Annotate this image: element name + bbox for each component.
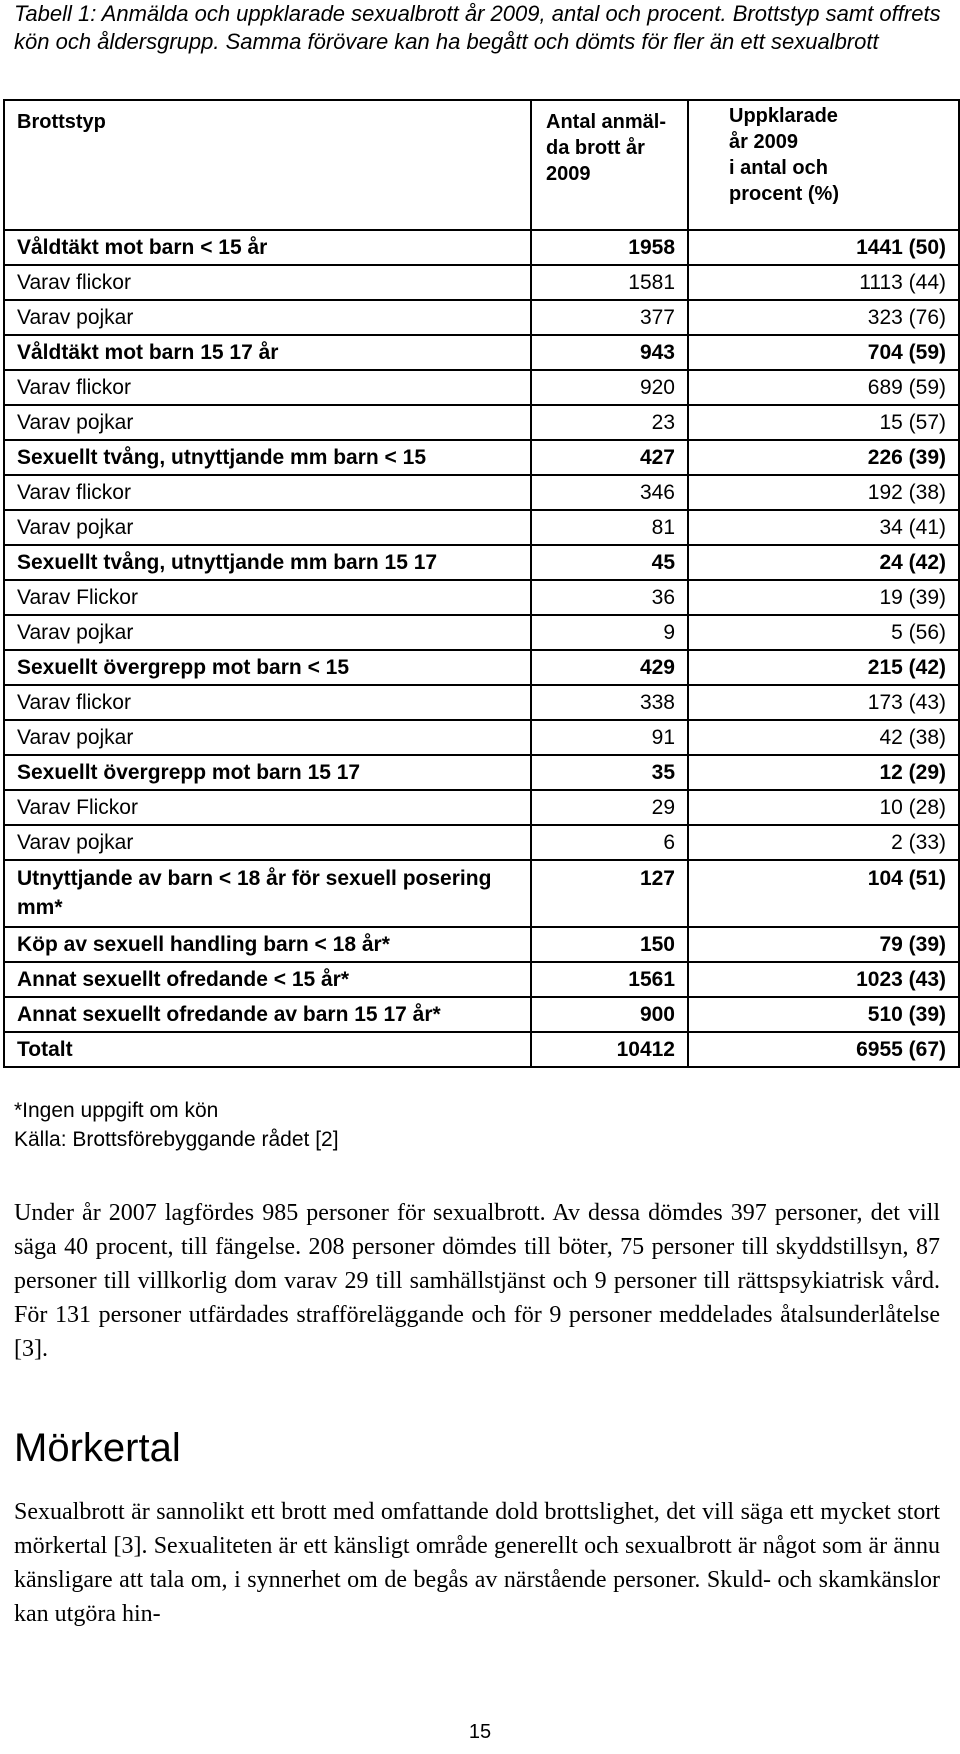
cell-crime-type: Varav Flickor <box>4 790 531 825</box>
page-number: 15 <box>468 1721 492 1743</box>
cell-cleared: 215 (42) <box>688 650 959 685</box>
cell-cleared: 15 (57) <box>688 405 959 440</box>
cell-crime-type: Sexuellt övergrepp mot barn 15 17 <box>4 755 531 790</box>
cell-crime-type: Annat sexuellt ofredande < 15 år* <box>4 962 531 997</box>
table-row <box>4 405 959 440</box>
cell-reported: 23 <box>531 405 688 440</box>
table-row <box>4 962 959 997</box>
table-row <box>4 475 959 510</box>
cell-reported: 45 <box>531 545 688 580</box>
cell-cleared: 10 (28) <box>688 790 959 825</box>
cell-crime-type: Varav pojkar <box>4 405 531 440</box>
header-crime-type: Brottstyp <box>4 100 531 230</box>
table-row <box>4 755 959 790</box>
footnote: *Ingen uppgift om kön <box>14 1099 219 1122</box>
cell-cleared: 42 (38) <box>688 720 959 755</box>
cell-reported: 91 <box>531 720 688 755</box>
cell-cleared: 689 (59) <box>688 370 959 405</box>
table-row <box>4 510 959 545</box>
cell-crime-type: Varav Flickor <box>4 580 531 615</box>
sexual-crime-table <box>3 99 960 1068</box>
cell-crime-type: Sexuellt tvång, utnyttjande mm barn < 15 <box>4 440 531 475</box>
table-row <box>4 580 959 615</box>
header-reported: Antal anmäl- da brott år 2009 <box>531 100 688 230</box>
cell-reported: 1581 <box>531 265 688 300</box>
cell-crime-type: Varav pojkar <box>4 300 531 335</box>
cell-cleared: 1113 (44) <box>688 265 959 300</box>
cell-cleared: 104 (51) <box>688 860 959 927</box>
table-row <box>4 650 959 685</box>
cell-crime-type: Sexuellt tvång, utnyttjande mm barn 15 17 <box>4 545 531 580</box>
table-row <box>4 997 959 1032</box>
cell-reported: 427 <box>531 440 688 475</box>
cell-reported: 377 <box>531 300 688 335</box>
cell-crime-type: Våldtäkt mot barn < 15 år <box>4 230 531 265</box>
source-note: Källa: Brottsförebyggande rådet [2] <box>14 1128 339 1151</box>
cell-reported: 1561 <box>531 962 688 997</box>
cell-reported: 346 <box>531 475 688 510</box>
cell-cleared: 6955 (67) <box>688 1032 959 1067</box>
cell-cleared: 2 (33) <box>688 825 959 860</box>
section-heading: Mörkertal <box>14 1426 181 1470</box>
cell-reported: 150 <box>531 927 688 962</box>
header-cleared: Uppklarade år 2009 i antal och procent (%) <box>688 100 959 230</box>
table-row <box>4 860 959 927</box>
cell-crime-type: Varav flickor <box>4 685 531 720</box>
cell-reported: 6 <box>531 825 688 860</box>
cell-crime-type: Utnyttjande av barn < 18 år för sexuell posering mm* <box>4 860 531 927</box>
cell-reported: 900 <box>531 997 688 1032</box>
table-row <box>4 230 959 265</box>
cell-cleared: 510 (39) <box>688 997 959 1032</box>
cell-cleared: 226 (39) <box>688 440 959 475</box>
body-paragraph-1: Under år 2007 lagfördes 985 personer för sexualbrott. Av dessa dömdes 397 personer, det vill säga 40 procent, till fängelse. 208 personer dömdes till böter, 75 personer till skyddstillsyn, 87 personer till villkorlig dom varav 29 till samhällstjänst och 9 personer till rättspsykiatrisk vård. För 131 personer utfärdades strafföreläggande och för 9 personer meddelades åtalsunderlåtelse [3]. <box>14 1200 940 1362</box>
table-row <box>4 1032 959 1067</box>
cell-reported: 429 <box>531 650 688 685</box>
cell-reported: 29 <box>531 790 688 825</box>
cell-cleared: 173 (43) <box>688 685 959 720</box>
cell-reported: 920 <box>531 370 688 405</box>
table-body <box>4 230 959 1067</box>
cell-crime-type: Våldtäkt mot barn 15 17 år <box>4 335 531 370</box>
cell-reported: 9 <box>531 615 688 650</box>
table-row <box>4 370 959 405</box>
table-row <box>4 300 959 335</box>
cell-cleared: 1441 (50) <box>688 230 959 265</box>
cell-crime-type: Varav pojkar <box>4 825 531 860</box>
body-paragraph-2: Sexualbrott är sannolikt ett brott med omfattande dold brottslighet, det vill säga ett mycket stort mörkertal [3]. Sexualiteten är ett känsligt område generellt och sexualbrott är något som är ännu känsligare att tala om, i synnerhet om de begås av närstående personer. Skuld- och skamkänslor kan utgöra hin- <box>14 1499 940 1627</box>
cell-reported: 1958 <box>531 230 688 265</box>
table-row <box>4 790 959 825</box>
cell-reported: 36 <box>531 580 688 615</box>
table-row <box>4 927 959 962</box>
cell-reported: 81 <box>531 510 688 545</box>
cell-reported: 338 <box>531 685 688 720</box>
cell-cleared: 5 (56) <box>688 615 959 650</box>
table-row <box>4 335 959 370</box>
table-row <box>4 545 959 580</box>
cell-cleared: 323 (76) <box>688 300 959 335</box>
cell-cleared: 12 (29) <box>688 755 959 790</box>
cell-crime-type: Sexuellt övergrepp mot barn < 15 <box>4 650 531 685</box>
cell-crime-type: Varav flickor <box>4 370 531 405</box>
cell-cleared: 24 (42) <box>688 545 959 580</box>
table-row <box>4 615 959 650</box>
cell-reported: 35 <box>531 755 688 790</box>
cell-cleared: 79 (39) <box>688 927 959 962</box>
cell-crime-type: Varav flickor <box>4 475 531 510</box>
cell-cleared: 704 (59) <box>688 335 959 370</box>
cell-crime-type: Totalt <box>4 1032 531 1067</box>
cell-cleared: 192 (38) <box>688 475 959 510</box>
cell-cleared: 1023 (43) <box>688 962 959 997</box>
table-row <box>4 440 959 475</box>
table-row <box>4 720 959 755</box>
cell-reported: 10412 <box>531 1032 688 1067</box>
cell-crime-type: Annat sexuellt ofredande av barn 15 17 år* <box>4 997 531 1032</box>
table-notes <box>14 1096 339 1154</box>
cell-crime-type: Varav pojkar <box>4 510 531 545</box>
table-caption: Tabell 1: Anmälda och uppklarade sexualbrott år 2009, antal och procent. Brottstyp samt offrets kön och åldersgrupp. Samma förövare kan ha begått och dömts för fler än ett sexualbrott <box>14 1 941 54</box>
cell-crime-type: Varav flickor <box>4 265 531 300</box>
table-header-row <box>4 100 959 230</box>
cell-crime-type: Varav pojkar <box>4 720 531 755</box>
cell-reported: 127 <box>531 860 688 927</box>
table-row <box>4 825 959 860</box>
cell-crime-type: Varav pojkar <box>4 615 531 650</box>
cell-reported: 943 <box>531 335 688 370</box>
cell-cleared: 19 (39) <box>688 580 959 615</box>
table-row <box>4 265 959 300</box>
table-row <box>4 685 959 720</box>
cell-cleared: 34 (41) <box>688 510 959 545</box>
cell-crime-type: Köp av sexuell handling barn < 18 år* <box>4 927 531 962</box>
